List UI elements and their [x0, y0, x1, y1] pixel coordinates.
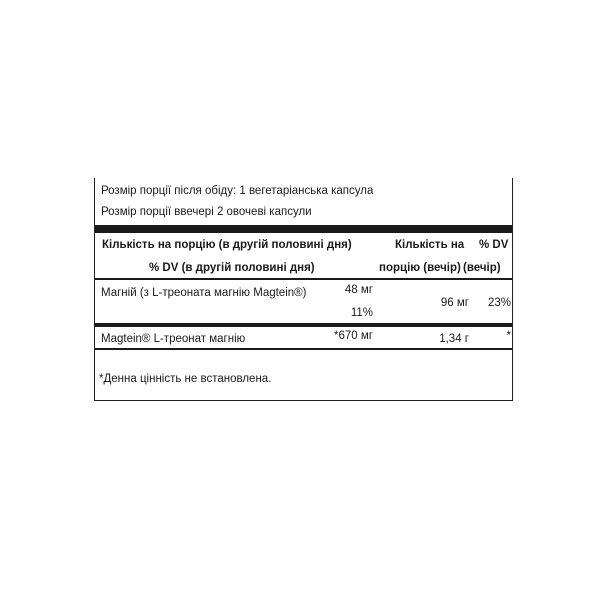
thick-divider [95, 225, 512, 233]
serving-size-evening: Розмір порції ввечері 2 овочеві капсули [101, 206, 312, 218]
serving-size-afternoon: Розмір порції після обіду: 1 вегетаріанська капсула [101, 185, 374, 197]
header-amount-evening-line2: порцію (вечір) [379, 262, 461, 274]
row-amount-evening-magnesium: 96 мг [440, 297, 469, 309]
row-divider [95, 323, 512, 327]
header-dv-evening-line1: % DV [479, 239, 509, 251]
header-amount-afternoon: Кількість на порцію (в другій половині дня) [102, 239, 352, 251]
row-amount-afternoon-magtein: *670 мг [334, 330, 373, 342]
row-dv-evening-magnesium: 23% [487, 297, 511, 309]
row-name-magnesium: Магній (з L-треоната магнію Magtein®) [101, 287, 307, 299]
supplement-facts-panel [94, 178, 513, 401]
row-dv-afternoon-magnesium: 11% [350, 307, 373, 319]
header-dv-evening-line2: (вечір) [463, 262, 501, 274]
header-dv-afternoon: % DV (в другій половині дня) [149, 262, 315, 274]
row-dv-evening-magtein: * [506, 330, 511, 342]
bottom-divider [95, 348, 512, 350]
header-amount-evening-line1: Кількість на [395, 239, 465, 251]
footnote: *Денна цінність не встановлена. [99, 373, 272, 385]
header-divider [95, 278, 512, 280]
row-amount-evening-magtein: 1,34 г [439, 333, 469, 345]
row-name-magtein: Magtein® L-треонат магнію [101, 333, 246, 345]
row-amount-afternoon-magnesium: 48 мг [344, 284, 373, 296]
